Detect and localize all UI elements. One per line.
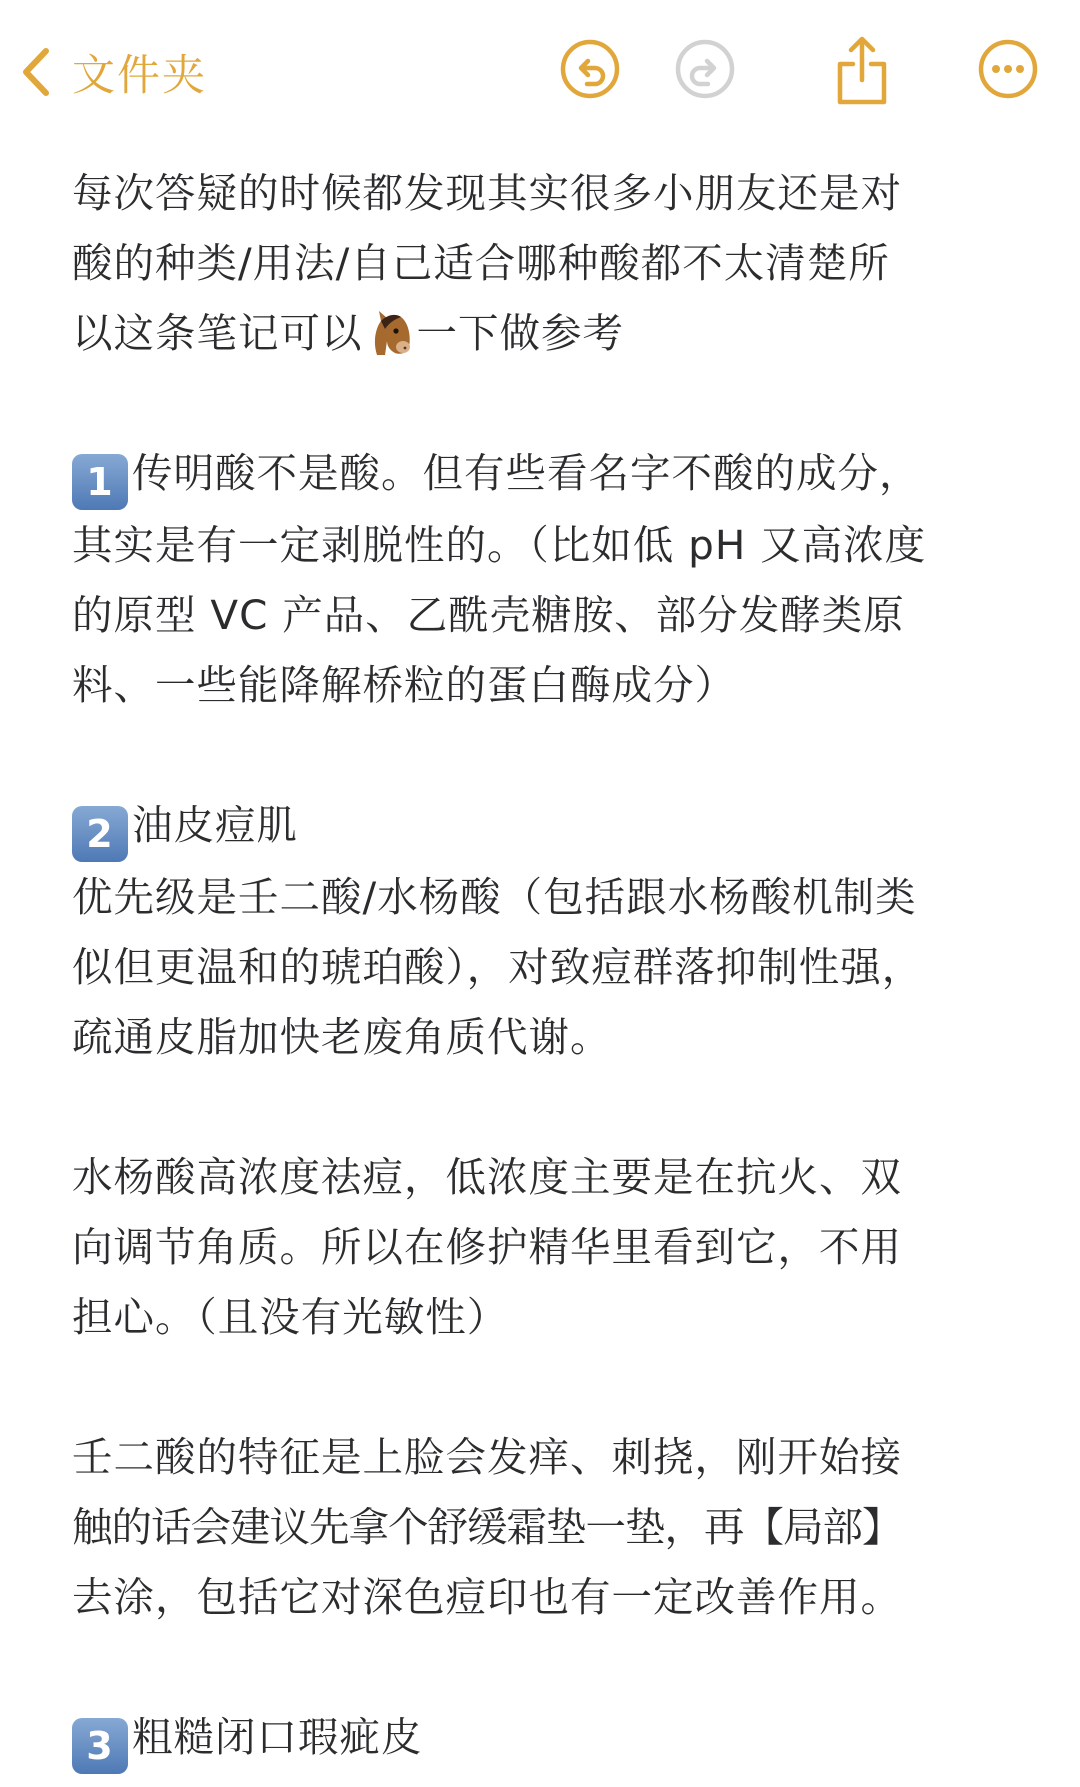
text-line: 疏通皮脂加快老废角质代谢。 bbox=[72, 1013, 612, 1061]
text-line: 水杨酸高浓度祛痘，低浓度主要是在抗火、双 bbox=[72, 1153, 902, 1201]
undo-button[interactable] bbox=[559, 38, 621, 100]
azelaic-paragraph bbox=[72, 1422, 1008, 1632]
section-2-heading bbox=[72, 790, 1008, 862]
text-line: 去涂，包括它对深色痘印也有一定改善作用。 bbox=[72, 1573, 902, 1621]
section-1-first-line bbox=[72, 438, 1008, 510]
text-line bbox=[72, 298, 1008, 368]
text-line: 壬二酸的特征是上脸会发痒、刺挠，刚开始接 bbox=[72, 1433, 902, 1481]
text-span: 一下做参考 bbox=[416, 309, 624, 357]
intro-paragraph bbox=[72, 158, 1008, 368]
text-line: 向调节角质。所以在修护精华里看到它，不用 bbox=[72, 1223, 902, 1271]
section-2 bbox=[72, 790, 1008, 1072]
heading-text: 粗糙闭口瑕疵皮 bbox=[132, 1713, 423, 1761]
text-line: 的原型 VC 产品、乙酰壳糖胺、部分发酵类原 bbox=[72, 591, 905, 639]
text-line: 似但更温和的琥珀酸），对致痘群落抑制性强， bbox=[72, 943, 924, 991]
text-line: 酸的种类/用法/自己适合哪种酸都不太清楚所 bbox=[72, 239, 890, 287]
heading-text: 油皮痘肌 bbox=[132, 801, 298, 849]
text-line: 优先级是壬二酸/水杨酸（包括跟水杨酸机制类 bbox=[72, 873, 917, 921]
redo-icon bbox=[674, 38, 736, 100]
text-line: 触的话会建议先拿个舒缓霜垫一垫，再【局部】 bbox=[72, 1503, 902, 1551]
salicylic-paragraph bbox=[72, 1142, 1008, 1352]
share-button[interactable] bbox=[832, 34, 892, 106]
chevron-left-icon bbox=[20, 47, 50, 97]
keycap-2-icon: 2 bbox=[72, 806, 128, 862]
horse-face-emoji-icon bbox=[365, 307, 415, 357]
more-button[interactable] bbox=[977, 38, 1039, 100]
keycap-1-icon: 1 bbox=[72, 454, 128, 510]
share-icon bbox=[832, 34, 892, 106]
text-span: 以这条笔记可以 bbox=[72, 309, 363, 357]
section-3 bbox=[72, 1702, 1008, 1774]
more-icon bbox=[977, 38, 1039, 100]
text-span: 传明酸不是酸。但有些看名字不酸的成分， bbox=[132, 449, 921, 497]
text-line: 其实是有一定剥脱性的。（比如低 pH 又高浓度 bbox=[72, 521, 927, 569]
back-button[interactable] bbox=[20, 40, 207, 104]
text-line: 担心。（且没有光敏性） bbox=[72, 1293, 509, 1341]
back-label: 文件夹 bbox=[72, 50, 207, 101]
note-body[interactable] bbox=[72, 158, 1008, 1787]
keycap-3-icon: 3 bbox=[72, 1718, 128, 1774]
note-toolbar bbox=[0, 0, 1080, 148]
section-1 bbox=[72, 438, 1008, 720]
text-line: 料、一些能降解桥粒的蛋白酶成分） bbox=[72, 661, 736, 709]
redo-button[interactable] bbox=[674, 38, 736, 100]
section-3-heading bbox=[72, 1702, 1008, 1774]
text-line: 每次答疑的时候都发现其实很多小朋友还是对 bbox=[72, 169, 902, 217]
undo-icon bbox=[559, 38, 621, 100]
